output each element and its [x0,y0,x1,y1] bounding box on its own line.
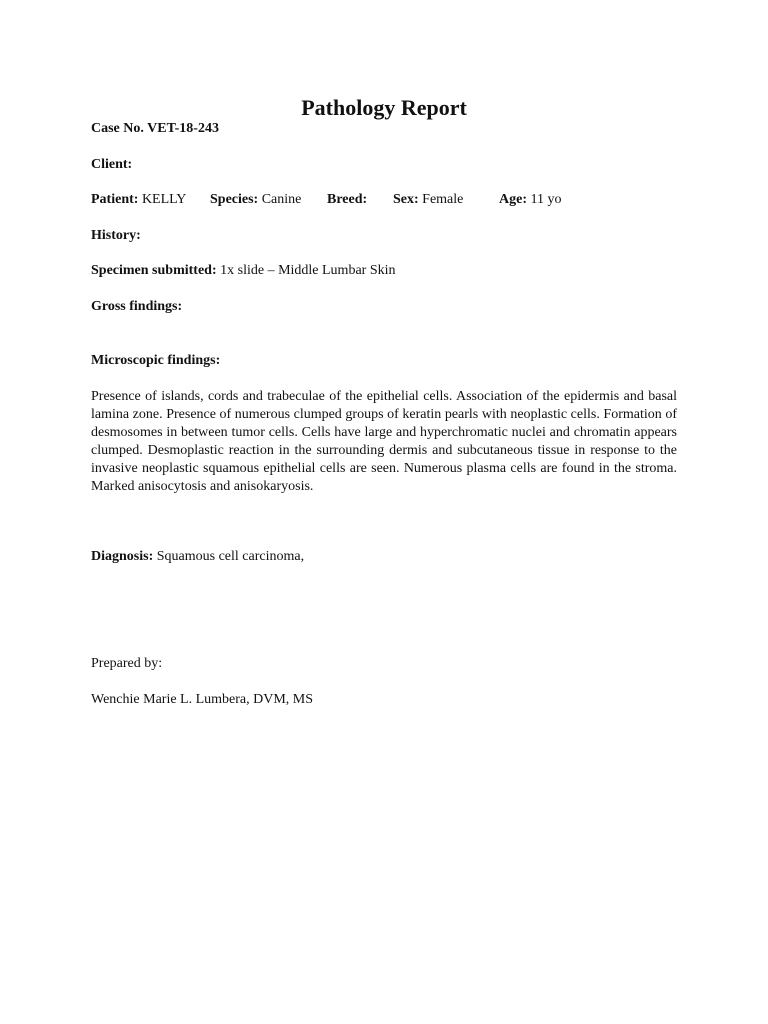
history-row [91,227,141,245]
sex-label: Sex: [393,192,419,207]
case-number: Case No. VET-18-243 [91,121,219,136]
preparer-name: Wenchie Marie L. Lumbera, DVM, MS [91,692,314,707]
microscopic-findings-text: Presence of islands, cords and trabeculae of the epithelial cells. Association of the epidermis and basal lamina zone. Presence of numerous clumped groups of keratin pearls with neoplastic cells. Formation of desmosomes in between tumor cells. Cells have large and hyperchromatic nuclei and chromatin appears clumped. Desmoplastic reaction in the surrounding dermis and subcutaneous tissue in response to the invasive neoplastic squamous epithelial cells are seen. Numerous plasma cells are found in the stroma. Marked anisocytosis and anisokaryosis. [91,389,677,494]
sex-field [393,191,463,209]
client-row [91,156,132,174]
species-value: Canine [261,192,302,207]
species-field [210,191,301,209]
species-label: Species: [210,192,259,207]
report-title: Pathology Report [301,95,467,120]
breed-label: Breed: [327,192,368,207]
client-label: Client: [91,157,133,172]
specimen-row [91,262,396,280]
prepared-by-label: Prepared by: [91,656,163,671]
patient-row [91,191,691,209]
gross-findings-row [91,298,182,316]
specimen-label: Specimen submitted: [91,263,217,278]
patient-value: KELLY [141,192,187,207]
diagnosis-row [91,548,304,566]
sex-value: Female [422,192,464,207]
diagnosis-value: Squamous cell carcinoma, [156,549,305,564]
patient-label: Patient: [91,192,139,207]
age-value: 11 yo [530,192,562,207]
age-field [499,191,561,209]
age-label: Age: [499,192,527,207]
gross-findings-label: Gross findings: [91,299,183,314]
diagnosis-label: Diagnosis: [91,549,154,564]
patient-field [91,191,186,209]
history-label: History: [91,228,141,243]
specimen-value: 1x slide – Middle Lumbar Skin [220,263,396,278]
microscopic-findings-label: Microscopic findings: [91,353,221,368]
breed-field [327,191,367,209]
